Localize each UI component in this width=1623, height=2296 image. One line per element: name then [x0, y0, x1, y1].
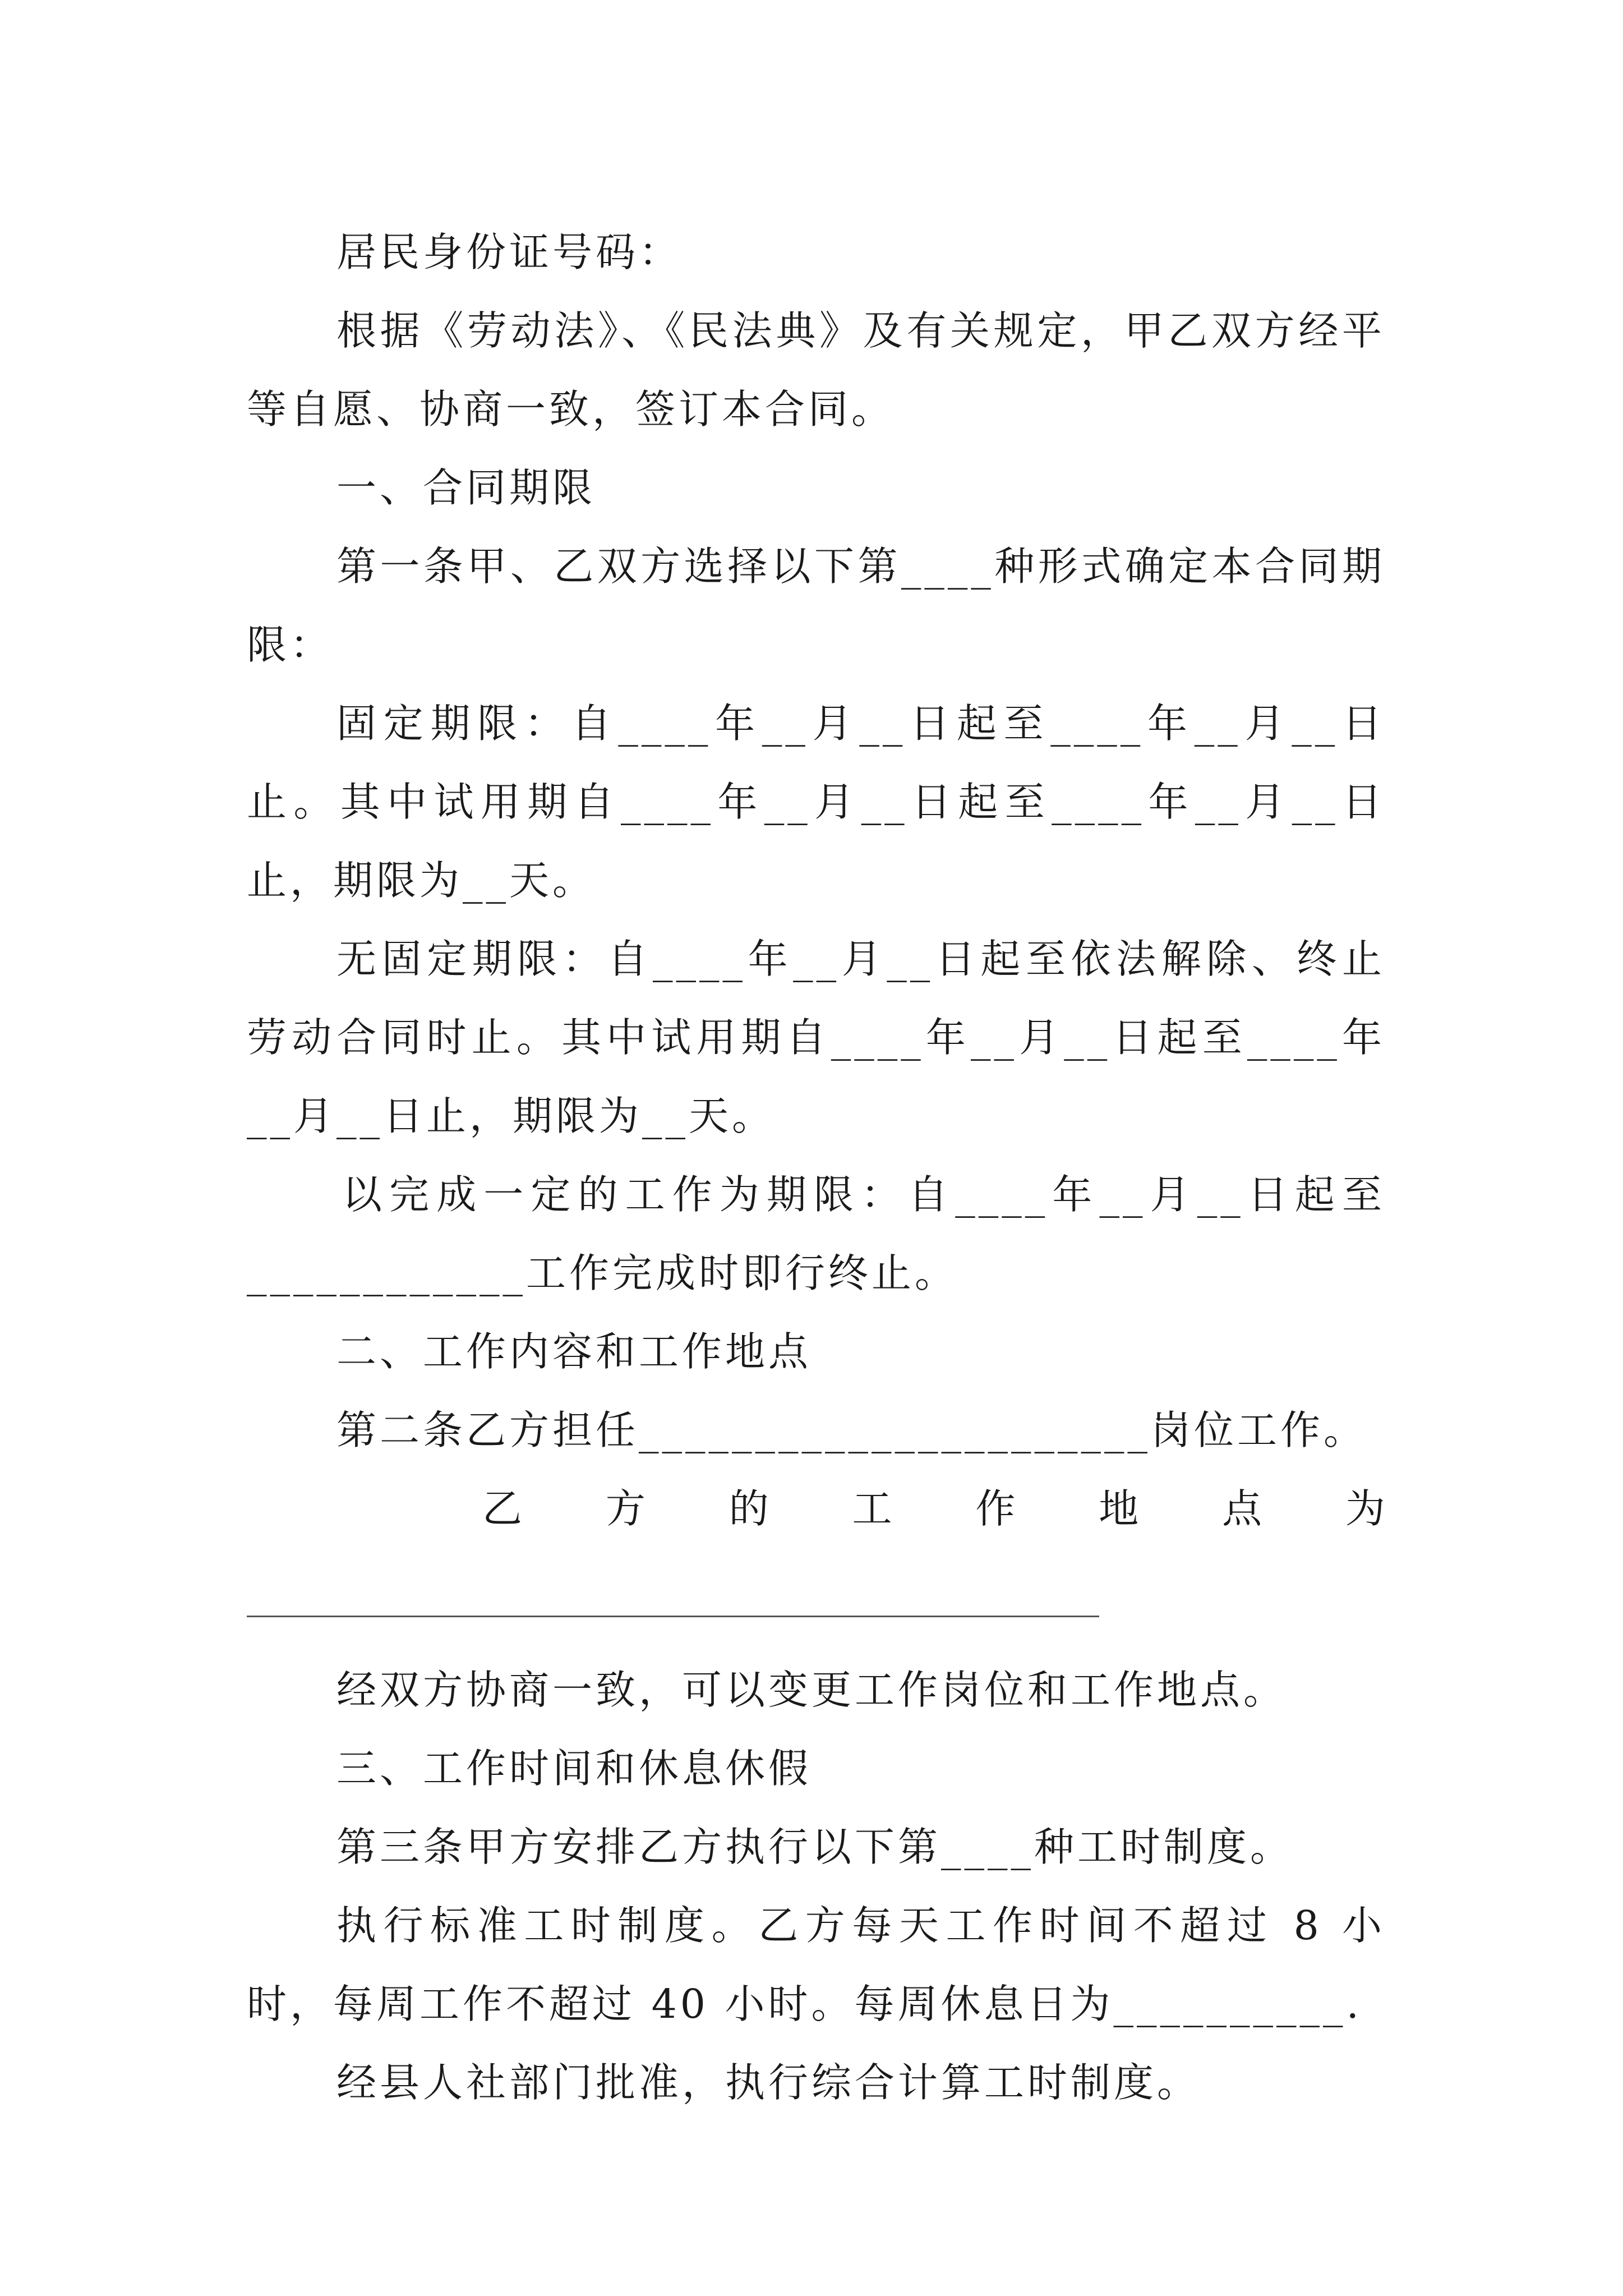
spread-char: 作	[975, 1485, 1016, 1532]
id-number-line: 居民身份证号码：	[336, 229, 683, 275]
task-term-paragraph: 以完成一定的工作为期限：自____年__月__日起至____________工作完成时即行终止。	[247, 1171, 1385, 1296]
comprehensive-hours-paragraph: 经县人社部门批准，执行综合计算工时制度。	[336, 2059, 1201, 2106]
spread-char: 的	[728, 1485, 769, 1532]
document-page	[247, 213, 1385, 2122]
spread-char: 为	[1345, 1485, 1385, 1532]
standard-hours-paragraph: 执行标准工时制度。乙方每天工作时间不超过 8 小时，每周工作不超过 40 小时。每周休息日为__________.	[247, 1902, 1385, 2027]
section-heading-contract-term: 一、合同期限	[336, 464, 596, 511]
preamble-paragraph: 根据《劳动法》、《民法典》及有关规定，甲乙双方经平等自愿、协商一致，签订本合同。	[247, 307, 1385, 432]
spread-char: 地	[1099, 1485, 1139, 1532]
section-heading-job: 二、工作内容和工作地点	[336, 1328, 812, 1375]
article-one: 第一条甲、乙双方选择以下第____种形式确定本合同期限：	[247, 543, 1385, 668]
spread-char: 点	[1222, 1485, 1262, 1532]
spread-char: 乙	[482, 1485, 523, 1532]
open-term-paragraph: 无固定期限：自____年__月__日起至依法解除、终止劳动合同时止。其中试用期自____年__月__日起至____年__月__日止，期限为__天。	[247, 936, 1385, 1139]
spread-char: 方	[605, 1485, 645, 1532]
change-agreement: 经双方协商一致，可以变更工作岗位和工作地点。	[336, 1667, 1287, 1713]
location-blank-line	[247, 1616, 1099, 1617]
section-heading-hours: 三、工作时间和休息休假	[336, 1745, 812, 1792]
article-three: 第三条甲方安排乙方执行以下第____种工时制度。	[336, 1824, 1294, 1870]
article-two: 第二条乙方担任______________________岗位工作。	[336, 1407, 1367, 1453]
work-location-line	[247, 1470, 1385, 1548]
fixed-term-paragraph: 固定期限：自____年__月__日起至____年__月__日止。其中试用期自____年__月__日起至____年__月__日止，期限为__天。	[247, 700, 1385, 904]
spread-char: 工	[852, 1485, 892, 1532]
